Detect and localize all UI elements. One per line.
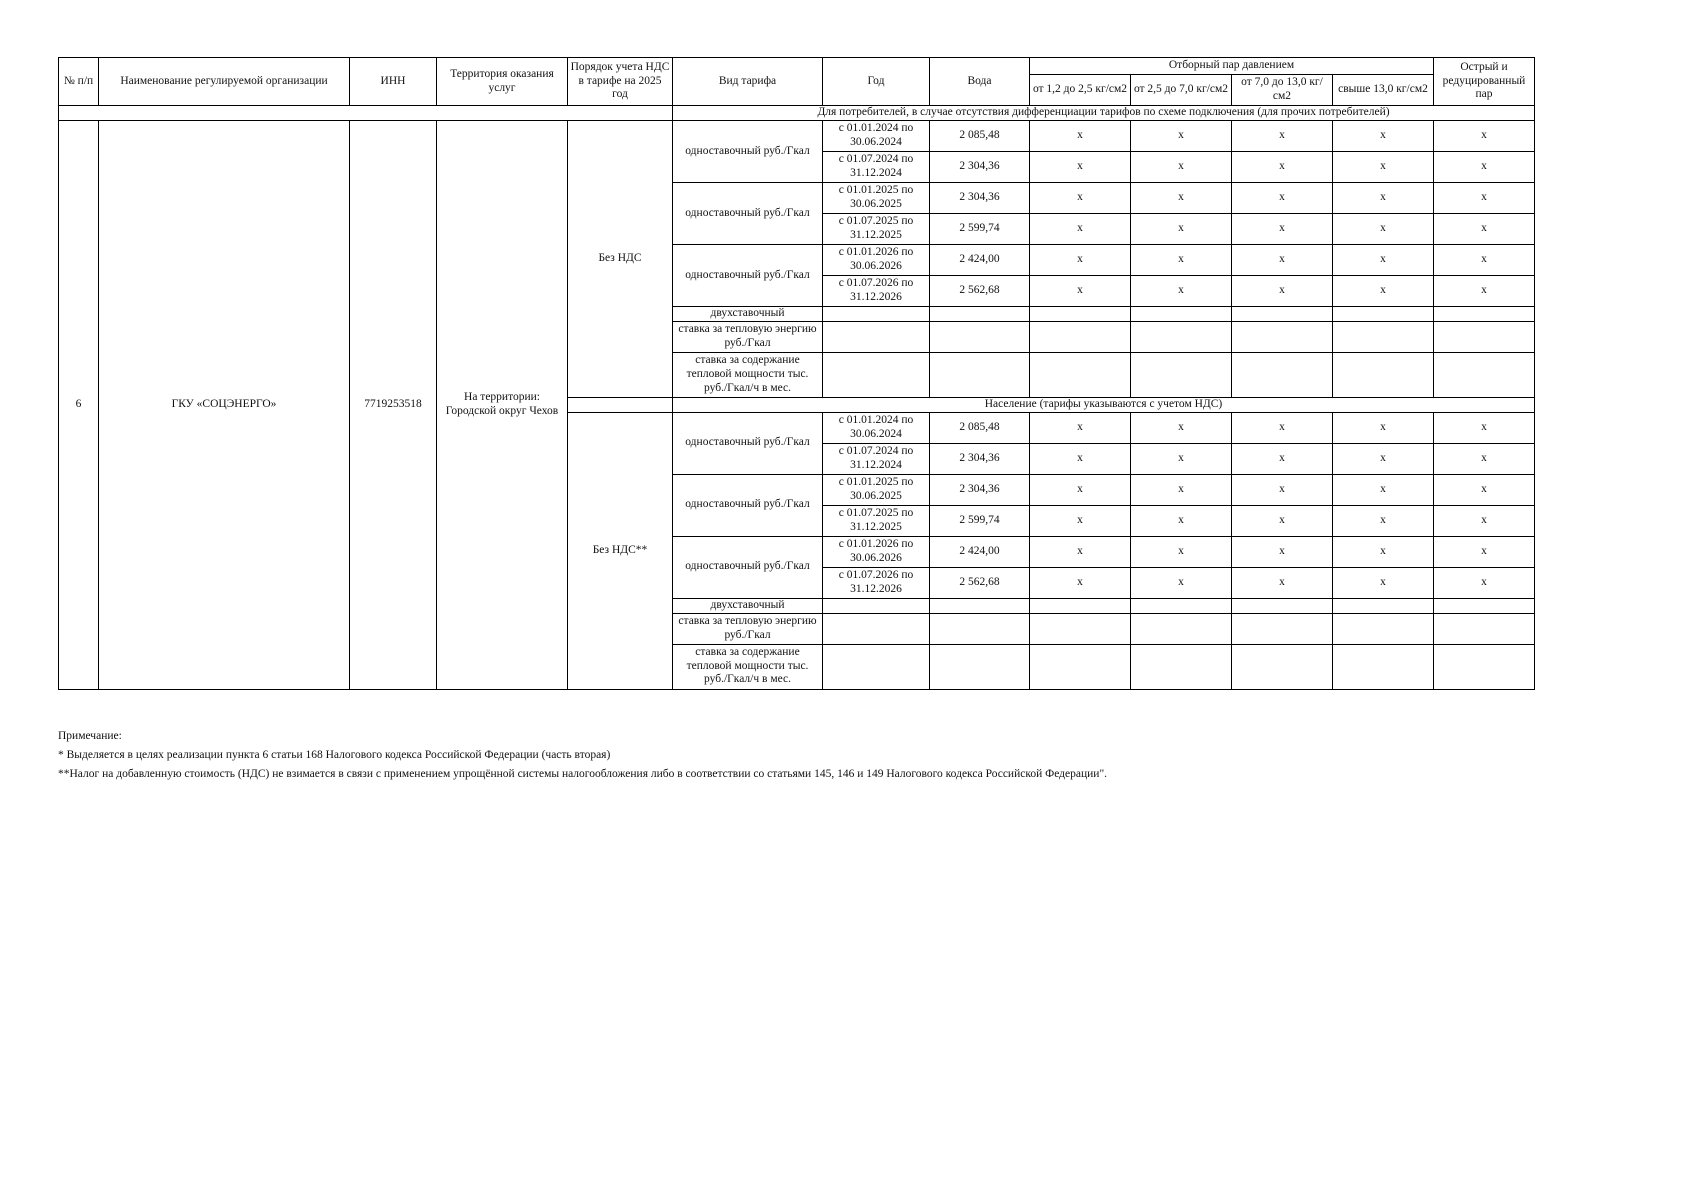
- empty-mark: x: [1030, 152, 1131, 183]
- empty-mark: x: [1434, 505, 1535, 536]
- empty-cell: [1333, 321, 1434, 352]
- empty-mark: x: [1333, 474, 1434, 505]
- table-body: [59, 106, 1535, 690]
- col-year: Год: [823, 58, 930, 106]
- period: с 01.01.2025 по 30.06.2025: [823, 474, 930, 505]
- col-num: № п/п: [59, 58, 99, 106]
- water-value: 2 304,36: [930, 152, 1030, 183]
- empty-cell: [1131, 307, 1232, 322]
- empty-mark: x: [1232, 276, 1333, 307]
- period: с 01.07.2026 по 31.12.2026: [823, 276, 930, 307]
- empty-mark: x: [1232, 536, 1333, 567]
- period: с 01.07.2024 по 31.12.2024: [823, 443, 930, 474]
- empty-mark: x: [1333, 412, 1434, 443]
- empty-cell: [823, 644, 930, 689]
- empty-cell: [1434, 644, 1535, 689]
- empty-mark: x: [1434, 152, 1535, 183]
- notes: [58, 727, 1107, 784]
- org-num: 6: [59, 121, 99, 690]
- empty-mark: x: [1434, 121, 1535, 152]
- band-spacer: [568, 397, 673, 412]
- empty-mark: x: [1232, 183, 1333, 214]
- empty-mark: x: [1434, 474, 1535, 505]
- empty-mark: x: [1333, 505, 1434, 536]
- period: с 01.01.2026 по 30.06.2026: [823, 536, 930, 567]
- heat-rate-label: ставка за тепловую энергию руб./Гкал: [673, 321, 823, 352]
- org-name: ГКУ «СОЦЭНЕРГО»: [99, 121, 350, 690]
- notes-title: Примечание:: [58, 730, 122, 742]
- col-pressure-1: от 1,2 до 2,5 кг/см2: [1030, 75, 1131, 106]
- table-row: [59, 106, 1535, 121]
- empty-cell: [1030, 644, 1131, 689]
- col-inn: ИНН: [350, 58, 437, 106]
- empty-cell: [823, 613, 930, 644]
- empty-mark: x: [1434, 183, 1535, 214]
- period: с 01.01.2024 по 30.06.2024: [823, 121, 930, 152]
- col-territory: Территория оказания услуг: [437, 58, 568, 106]
- empty-mark: x: [1030, 474, 1131, 505]
- empty-cell: [1333, 307, 1434, 322]
- empty-mark: x: [1232, 474, 1333, 505]
- empty-cell: [1131, 598, 1232, 613]
- tariff-table: [58, 57, 1535, 690]
- water-value: 2 424,00: [930, 245, 1030, 276]
- col-sharp-steam: Острый и редуцированный пар: [1434, 58, 1535, 106]
- empty-cell: [1434, 352, 1535, 397]
- empty-mark: x: [1131, 152, 1232, 183]
- tariff-type: одноставочный руб./Гкал: [673, 183, 823, 245]
- org-inn: 7719253518: [350, 121, 437, 690]
- empty-mark: x: [1030, 443, 1131, 474]
- note-1: * Выделяется в целях реализации пункта 6 статьи 168 Налогового кодекса Российской Федерации (часть вторая): [58, 749, 611, 761]
- period: с 01.07.2024 по 31.12.2024: [823, 152, 930, 183]
- empty-mark: x: [1030, 276, 1131, 307]
- empty-cell: [1030, 613, 1131, 644]
- empty-mark: x: [1434, 443, 1535, 474]
- empty-mark: x: [1131, 567, 1232, 598]
- empty-mark: x: [1333, 443, 1434, 474]
- empty-mark: x: [1434, 567, 1535, 598]
- tariff-type: одноставочный руб./Гкал: [673, 245, 823, 307]
- vat-order: Без НДС: [568, 121, 673, 398]
- section-title: Для потребителей, в случае отсутствия дифференциации тарифов по схеме подключения (для прочих потребителей): [673, 106, 1535, 121]
- empty-cell: [1333, 644, 1434, 689]
- period: с 01.07.2025 по 31.12.2025: [823, 214, 930, 245]
- table-row: [59, 121, 1535, 152]
- col-pressure-4: свыше 13,0 кг/см2: [1333, 75, 1434, 106]
- col-vat-order: Порядок учета НДС в тарифе на 2025 год: [568, 58, 673, 106]
- section-title: Население (тарифы указываются с учетом НДС): [673, 397, 1535, 412]
- empty-mark: x: [1131, 474, 1232, 505]
- col-steam-group: Отборный пар давлением: [1030, 58, 1434, 75]
- empty-mark: x: [1232, 412, 1333, 443]
- empty-mark: x: [1434, 245, 1535, 276]
- two-rate-label: двухставочный: [673, 307, 823, 322]
- water-value: 2 599,74: [930, 505, 1030, 536]
- empty-mark: x: [1333, 536, 1434, 567]
- empty-mark: x: [1030, 505, 1131, 536]
- empty-cell: [930, 613, 1030, 644]
- empty-mark: x: [1333, 183, 1434, 214]
- empty-cell: [1030, 352, 1131, 397]
- empty-cell: [930, 352, 1030, 397]
- heat-rate-label: ставка за тепловую энергию руб./Гкал: [673, 613, 823, 644]
- water-value: 2 562,68: [930, 276, 1030, 307]
- empty-mark: x: [1333, 121, 1434, 152]
- empty-cell: [1232, 352, 1333, 397]
- empty-cell: [1232, 613, 1333, 644]
- empty-cell: [1434, 321, 1535, 352]
- empty-mark: x: [1131, 245, 1232, 276]
- empty-cell: [1333, 598, 1434, 613]
- empty-mark: x: [1434, 214, 1535, 245]
- water-value: 2 085,48: [930, 121, 1030, 152]
- empty-mark: x: [1030, 214, 1131, 245]
- empty-mark: x: [1333, 276, 1434, 307]
- empty-mark: x: [1333, 152, 1434, 183]
- empty-mark: x: [1333, 214, 1434, 245]
- empty-mark: x: [1333, 245, 1434, 276]
- power-rate-label: ставка за содержание тепловой мощности тыс. руб./Гкал/ч в мес.: [673, 352, 823, 397]
- empty-cell: [1131, 644, 1232, 689]
- empty-mark: x: [1131, 121, 1232, 152]
- empty-mark: x: [1131, 505, 1232, 536]
- period: с 01.07.2025 по 31.12.2025: [823, 505, 930, 536]
- empty-mark: x: [1434, 412, 1535, 443]
- empty-cell: [1131, 321, 1232, 352]
- empty-cell: [823, 598, 930, 613]
- note-2: **Налог на добавленную стоимость (НДС) не взимается в связи с применением упрощённой системы налогообложения либо в соответствии со статьями 145, 146 и 149 Налогового кодекса Российской Федерации".: [58, 768, 1108, 780]
- empty-mark: x: [1030, 121, 1131, 152]
- power-rate-label: ставка за содержание тепловой мощности тыс. руб./Гкал/ч в мес.: [673, 644, 823, 689]
- empty-cell: [823, 321, 930, 352]
- tariff-type: одноставочный руб./Гкал: [673, 536, 823, 598]
- tariff-type: одноставочный руб./Гкал: [673, 474, 823, 536]
- empty-mark: x: [1030, 567, 1131, 598]
- empty-mark: x: [1333, 567, 1434, 598]
- empty-cell: [823, 352, 930, 397]
- empty-mark: x: [1030, 412, 1131, 443]
- empty-cell: [1434, 613, 1535, 644]
- water-value: 2 424,00: [930, 536, 1030, 567]
- empty-cell: [1131, 613, 1232, 644]
- empty-cell: [1333, 613, 1434, 644]
- empty-mark: x: [1434, 536, 1535, 567]
- empty-cell: [930, 598, 1030, 613]
- empty-cell: [1434, 307, 1535, 322]
- two-rate-label: двухставочный: [673, 598, 823, 613]
- band-spacer: [59, 106, 673, 121]
- empty-cell: [1434, 598, 1535, 613]
- empty-mark: x: [1434, 276, 1535, 307]
- empty-mark: x: [1232, 245, 1333, 276]
- empty-mark: x: [1030, 183, 1131, 214]
- empty-mark: x: [1232, 152, 1333, 183]
- tariff-type: одноставочный руб./Гкал: [673, 121, 823, 183]
- empty-cell: [1232, 321, 1333, 352]
- table-header: [59, 58, 1535, 106]
- col-water: Вода: [930, 58, 1030, 106]
- empty-cell: [930, 644, 1030, 689]
- empty-cell: [1030, 598, 1131, 613]
- col-tariff-type: Вид тарифа: [673, 58, 823, 106]
- water-value: 2 599,74: [930, 214, 1030, 245]
- water-value: 2 562,68: [930, 567, 1030, 598]
- empty-mark: x: [1131, 214, 1232, 245]
- empty-cell: [1030, 321, 1131, 352]
- empty-mark: x: [1131, 276, 1232, 307]
- empty-mark: x: [1131, 412, 1232, 443]
- vat-order: Без НДС**: [568, 412, 673, 689]
- water-value: 2 304,36: [930, 443, 1030, 474]
- empty-cell: [930, 307, 1030, 322]
- empty-mark: x: [1232, 214, 1333, 245]
- empty-mark: x: [1232, 567, 1333, 598]
- tariff-type: одноставочный руб./Гкал: [673, 412, 823, 474]
- period: с 01.01.2026 по 30.06.2026: [823, 245, 930, 276]
- col-pressure-2: от 2,5 до 7,0 кг/см2: [1131, 75, 1232, 106]
- empty-mark: x: [1131, 443, 1232, 474]
- period: с 01.07.2026 по 31.12.2026: [823, 567, 930, 598]
- empty-mark: x: [1131, 183, 1232, 214]
- empty-mark: x: [1131, 536, 1232, 567]
- empty-mark: x: [1030, 536, 1131, 567]
- empty-cell: [1232, 598, 1333, 613]
- empty-mark: x: [1232, 505, 1333, 536]
- empty-cell: [1232, 307, 1333, 322]
- empty-cell: [1333, 352, 1434, 397]
- water-value: 2 304,36: [930, 474, 1030, 505]
- empty-cell: [930, 321, 1030, 352]
- empty-mark: x: [1232, 443, 1333, 474]
- empty-cell: [1131, 352, 1232, 397]
- org-territory: На территории: Городской округ Чехов: [437, 121, 568, 690]
- empty-mark: x: [1232, 121, 1333, 152]
- period: с 01.01.2025 по 30.06.2025: [823, 183, 930, 214]
- period: с 01.01.2024 по 30.06.2024: [823, 412, 930, 443]
- empty-mark: x: [1030, 245, 1131, 276]
- col-pressure-3: от 7,0 до 13,0 кг/см2: [1232, 75, 1333, 106]
- empty-cell: [1030, 307, 1131, 322]
- water-value: 2 304,36: [930, 183, 1030, 214]
- empty-cell: [823, 307, 930, 322]
- water-value: 2 085,48: [930, 412, 1030, 443]
- col-org: Наименование регулируемой организации: [99, 58, 350, 106]
- empty-cell: [1232, 644, 1333, 689]
